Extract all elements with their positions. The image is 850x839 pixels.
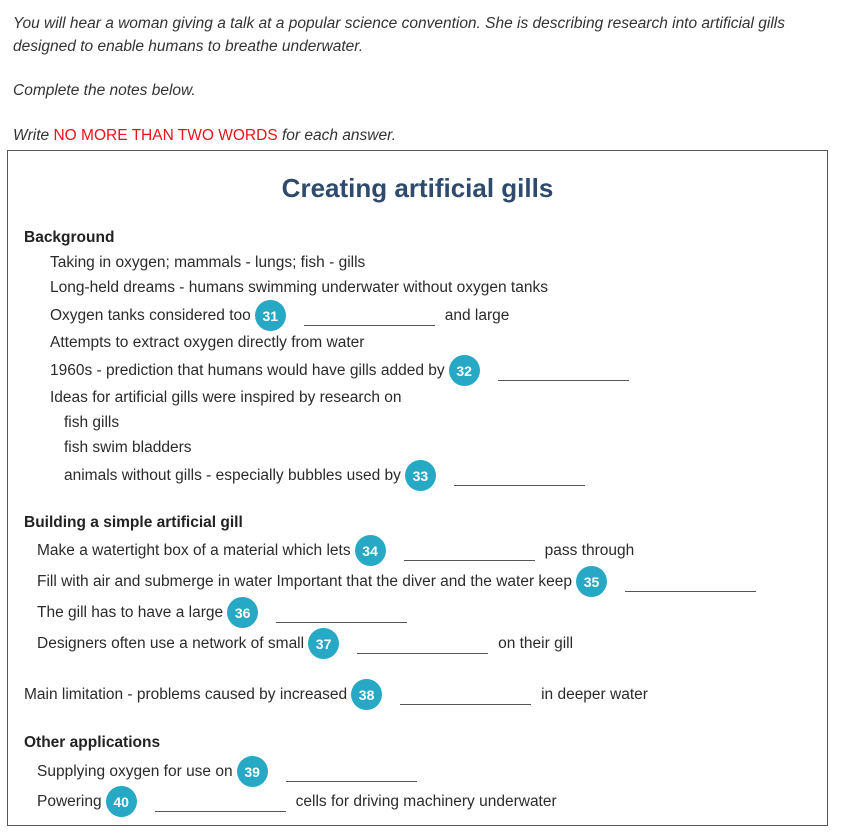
question-39-line: Supplying oxygen for use on 39 [37, 756, 427, 787]
note-line: fish swim bladders [64, 439, 192, 456]
question-34-line: Make a watertight box of a material which lets 34 pass through [37, 535, 634, 566]
question-40-line: Powering 40 cells for driving machinery underwater [37, 786, 557, 817]
notes-box [7, 150, 828, 826]
answer-blank-31[interactable] [304, 324, 435, 326]
question-number-31: 31 [255, 300, 286, 331]
answer-blank-38[interactable] [400, 703, 531, 705]
question-35-line: Fill with air and submerge in water Important that the diver and the water keep 35 [37, 566, 766, 597]
question-37-line: Designers often use a network of small 37 on their gill [37, 628, 573, 659]
answer-blank-34[interactable] [404, 559, 535, 561]
note-line: Attempts to extract oxygen directly from water [50, 334, 365, 351]
question-number-39: 39 [237, 756, 268, 787]
answer-blank-33[interactable] [454, 484, 585, 486]
notes-title: Creating artificial gills [281, 173, 554, 203]
note-line: Long-held dreams - humans swimming underwater without oxygen tanks [50, 279, 548, 296]
instruction-text: Complete the notes below. [13, 82, 196, 99]
intro-text: You will hear a woman giving a talk at a popular science convention. She is describing research into artificial gills designed to enable humans to breathe underwater. [13, 15, 785, 55]
word-limit-text: Write NO MORE THAN TWO WORDS for each answer. [13, 127, 396, 144]
building-heading: Building a simple artificial gill [24, 514, 243, 531]
answer-blank-36[interactable] [276, 621, 407, 623]
question-number-32: 32 [449, 355, 480, 386]
question-number-37: 37 [308, 628, 339, 659]
question-number-38: 38 [351, 679, 382, 710]
question-number-33: 33 [405, 460, 436, 491]
question-31-line: Oxygen tanks considered too 31 and large [50, 300, 509, 331]
answer-blank-39[interactable] [286, 780, 417, 782]
answer-blank-35[interactable] [625, 590, 756, 592]
answer-blank-37[interactable] [357, 652, 488, 654]
question-number-35: 35 [576, 566, 607, 597]
question-number-40: 40 [106, 786, 137, 817]
word-limit-highlight: NO MORE THAN TWO WORDS [53, 127, 278, 144]
note-line: Ideas for artificial gills were inspired by research on [50, 389, 402, 406]
question-33-line: animals without gills - especially bubbles used by 33 [64, 460, 595, 491]
question-number-34: 34 [355, 535, 386, 566]
note-line: Taking in oxygen; mammals - lungs; fish - gills [50, 254, 366, 271]
background-heading: Background [24, 229, 115, 246]
other-heading: Other applications [24, 734, 161, 751]
note-line: fish gills [64, 414, 120, 431]
answer-blank-40[interactable] [155, 810, 286, 812]
question-number-36: 36 [227, 597, 258, 628]
question-32-line: 1960s - prediction that humans would have gills added by 32 [50, 355, 639, 386]
question-36-line: The gill has to have a large 36 [37, 597, 417, 628]
question-38-line: Main limitation - problems caused by increased 38 in deeper water [24, 679, 648, 710]
answer-blank-32[interactable] [498, 379, 629, 381]
